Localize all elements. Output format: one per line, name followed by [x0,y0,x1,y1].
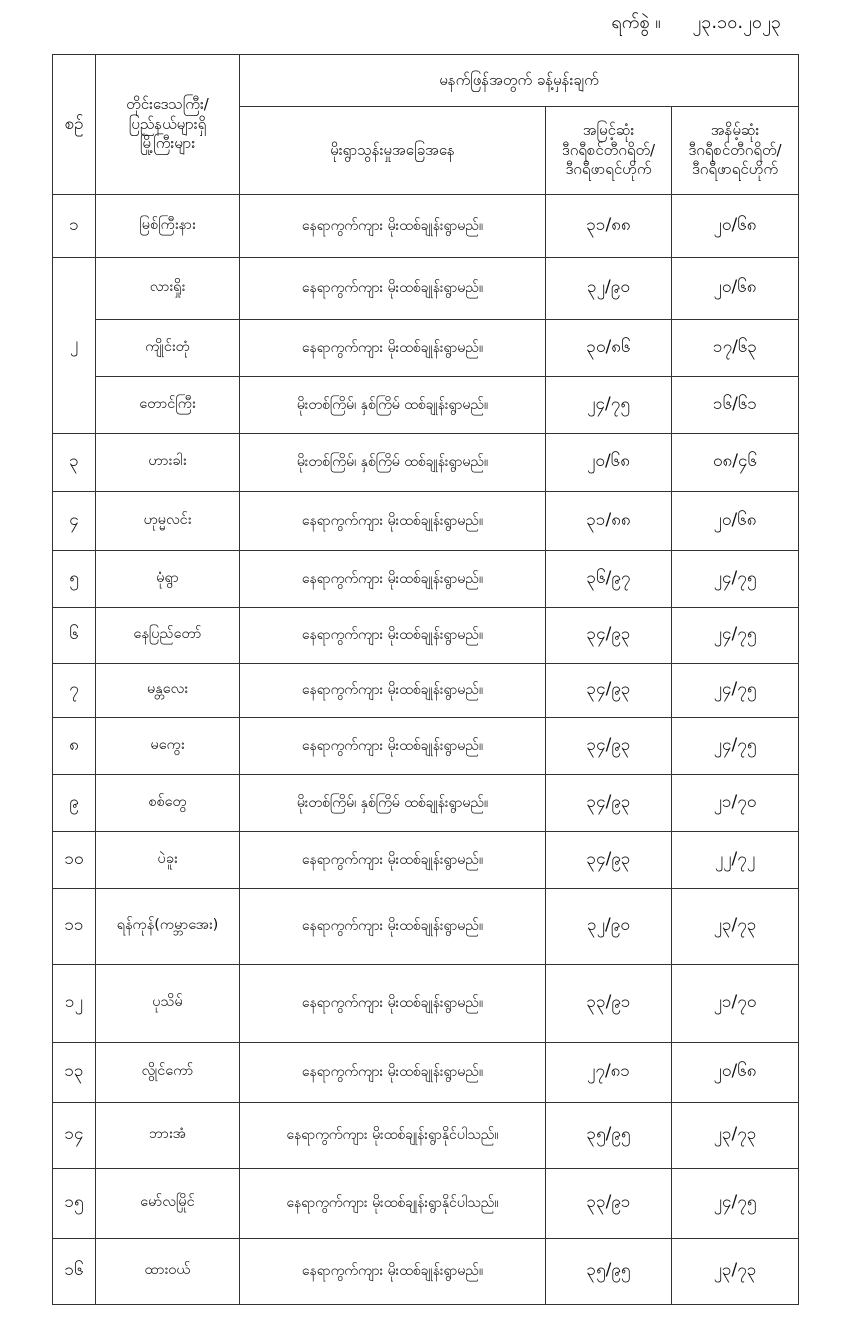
row-max-temp: ၃၁/၈၈ [546,492,672,551]
row-no: ၃ [53,434,96,492]
table-row [53,889,799,965]
row-no: ၇ [53,664,96,718]
row-max-temp: ၃၄/၉၃ [546,775,672,832]
table-row [53,1103,799,1169]
row-condition: နေရာကွက်ကျား မိုးထစ်ချုန်းရွာမည်။ [240,195,546,258]
row-no: ၂ [53,258,96,434]
header-min-temp [672,107,799,195]
row-city: ပုသိမ် [96,965,240,1043]
row-no: ၅ [53,551,96,608]
row-min-temp: ၂၄/၇၅ [672,718,799,775]
row-no: ၁ [53,195,96,258]
row-max-temp: ၃၄/၉၃ [546,832,672,889]
row-city: နေပြည်တော် [96,608,240,664]
row-city: လားရှိုး [96,258,240,320]
row-max-temp: ၃၃/၉၁ [546,965,672,1043]
row-min-temp: ၂၂/၇၂ [672,832,799,889]
row-condition: နေရာကွက်ကျား မိုးထစ်ချုန်းရွာနိုင်ပါသည်။ [240,1169,546,1239]
row-city: မုံရွာ [96,551,240,608]
row-city: ဟားခါး [96,434,240,492]
row-max-temp: ၃၂/၉၀ [546,258,672,320]
row-min-temp: ၀၈/၄၆ [672,434,799,492]
row-min-temp: ၂၃/၇၃ [672,889,799,965]
row-city: တောင်ကြီး [96,377,240,434]
row-no: ၁၆ [53,1239,96,1305]
row-no: ၆ [53,608,96,664]
table-row [53,1043,799,1103]
row-max-temp: ၂၀/၆၈ [546,434,672,492]
row-condition: နေရာကွက်ကျား မိုးထစ်ချုန်းရွာမည်။ [240,551,546,608]
row-max-temp: ၃၄/၉၃ [546,608,672,664]
row-city: ထားဝယ် [96,1239,240,1305]
row-city: ဟုမ္မလင်း [96,492,240,551]
table-row [53,377,799,434]
row-city: ပဲခူး [96,832,240,889]
row-min-temp: ၂၀/၆၈ [672,195,799,258]
row-no: ၁၀ [53,832,96,889]
header-max-line: အမြင့်ဆုံး [582,121,635,140]
table-row [53,1169,799,1239]
row-condition: နေရာကွက်ကျား မိုးထစ်ချုန်းရွာမည်။ [240,965,546,1043]
row-condition: နေရာကွက်ကျား မိုးထစ်ချုန်းရွာမည်။ [240,608,546,664]
row-max-temp: ၃၃/၉၁ [546,1169,672,1239]
row-no: ၈ [53,718,96,775]
row-condition: နေရာကွက်ကျား မိုးထစ်ချုန်းရွာမည်။ [240,1043,546,1103]
table-row [53,718,799,775]
row-min-temp: ၂၀/၆၈ [672,1043,799,1103]
row-min-temp: ၂၄/၇၅ [672,664,799,718]
row-max-temp: ၃၆/၉၇ [546,551,672,608]
row-condition: မိုးတစ်ကြိမ်၊ နှစ်ကြိမ် ထစ်ချုန်းရွာမည်။ [240,434,546,492]
row-min-temp: ၂၄/၇၅ [672,551,799,608]
header-min-line: ဒီဂရီဖာရင်ဟိုက် [691,160,779,179]
row-min-temp: ၂၃/၇၃ [672,1239,799,1305]
date-label: ရက်စွဲ ။ [611,12,661,33]
row-no: ၄ [53,492,96,551]
row-max-temp: ၃၅/၉၅ [546,1103,672,1169]
row-condition: မိုးတစ်ကြိမ်၊ နှစ်ကြိမ် ထစ်ချုန်းရွာမည်။ [240,775,546,832]
row-max-temp: ၃၅/၉၅ [546,1239,672,1305]
row-min-temp: ၂၁/၇၀ [672,965,799,1043]
header-min-line: ဒီဂရီစင်တီဂရိတ်/ [688,140,782,159]
header-max-line: ဒီဂရီစင်တီဂရိတ်/ [561,140,656,159]
row-condition: နေရာကွက်ကျား မိုးထစ်ချုန်းရွာမည်။ [240,492,546,551]
header-city-line: မြို့ကြီးများ [139,134,196,153]
row-city: ကျိုင်းတုံ [96,320,240,377]
header-condition: မိုးရွာသွန်းမှုအခြေအနေ [240,107,546,195]
table-row [53,832,799,889]
table-row [53,258,799,320]
row-max-temp: ၃၄/၉၃ [546,718,672,775]
row-min-temp: ၂၄/၇၅ [672,1169,799,1239]
table-row [53,608,799,664]
header-no: စဉ် [53,55,96,195]
header-city [96,55,240,195]
table-body [53,195,799,1305]
row-no: ၁၂ [53,965,96,1043]
row-condition: နေရာကွက်ကျား မိုးထစ်ချုန်းရွာမည်။ [240,889,546,965]
row-condition: မိုးတစ်ကြိမ်၊ နှစ်ကြိမ် ထစ်ချုန်းရွာမည်။ [240,377,546,434]
row-min-temp: ၂၄/၇၅ [672,608,799,664]
header-city-line: တိုင်းဒေသကြီး/ [126,95,209,114]
row-no: ၁၄ [53,1103,96,1169]
row-condition: နေရာကွက်ကျား မိုးထစ်ချုန်းရွာမည်။ [240,320,546,377]
row-max-temp: ၂၇/၈၁ [546,1043,672,1103]
table-row [53,775,799,832]
row-city: လွိုင်ကော် [96,1043,240,1103]
row-min-temp: ၁၇/၆၃ [672,320,799,377]
date-value: ၂၃.၁၀.၂၀၂၃ [692,12,781,33]
row-max-temp: ၃၀/၈၆ [546,320,672,377]
header-min-line: အနိမ့်ဆုံး [710,121,760,140]
table-row [53,965,799,1043]
table-row [53,320,799,377]
row-condition: နေရာကွက်ကျား မိုးထစ်ချုန်းရွာမည်။ [240,664,546,718]
header-city-line: ပြည်နယ်များရှိ [128,114,207,133]
row-min-temp: ၂၁/၇၀ [672,775,799,832]
table-row [53,195,799,258]
forecast-table [52,54,799,1305]
date-line [611,10,781,37]
header-max-line: ဒီဂရီဖာရင်ဟိုက် [565,160,652,179]
header-forecast-group: မနက်ဖြန်အတွက် ခန့်မှန်းချက် [240,55,799,107]
row-city: မော်လမြိုင် [96,1169,240,1239]
row-min-temp: ၂၃/၇၃ [672,1103,799,1169]
row-no: ၁၃ [53,1043,96,1103]
row-condition: နေရာကွက်ကျား မိုးထစ်ချုန်းရွာမည်။ [240,1239,546,1305]
row-max-temp: ၂၄/၇၅ [546,377,672,434]
table-header [53,55,799,195]
row-no: ၉ [53,775,96,832]
header-max-temp [546,107,672,195]
row-city: မကွေး [96,718,240,775]
row-city: မြစ်ကြီးနား [96,195,240,258]
row-min-temp: ၁၆/၆၁ [672,377,799,434]
table-row [53,434,799,492]
row-min-temp: ၂၀/၆၈ [672,258,799,320]
row-city: စစ်တွေ [96,775,240,832]
row-no: ၁၁ [53,889,96,965]
table-row [53,492,799,551]
row-city: ဘားအံ [96,1103,240,1169]
row-condition: နေရာကွက်ကျား မိုးထစ်ချုန်းရွာမည်။ [240,718,546,775]
row-max-temp: ၃၄/၉၃ [546,664,672,718]
row-condition: နေရာကွက်ကျား မိုးထစ်ချုန်းရွာမည်။ [240,832,546,889]
row-city: ရန်ကုန်(ကမ္ဘာအေး) [96,889,240,965]
row-condition: နေရာကွက်ကျား မိုးထစ်ချုန်းရွာနိုင်ပါသည်။ [240,1103,546,1169]
row-max-temp: ၃၂/၉၀ [546,889,672,965]
row-min-temp: ၂၀/၆၈ [672,492,799,551]
row-max-temp: ၃၁/၈၈ [546,195,672,258]
table-row [53,1239,799,1305]
row-no: ၁၅ [53,1169,96,1239]
row-city: မန္တလေး [96,664,240,718]
table-row [53,664,799,718]
table-row [53,551,799,608]
row-condition: နေရာကွက်ကျား မိုးထစ်ချုန်းရွာမည်။ [240,258,546,320]
